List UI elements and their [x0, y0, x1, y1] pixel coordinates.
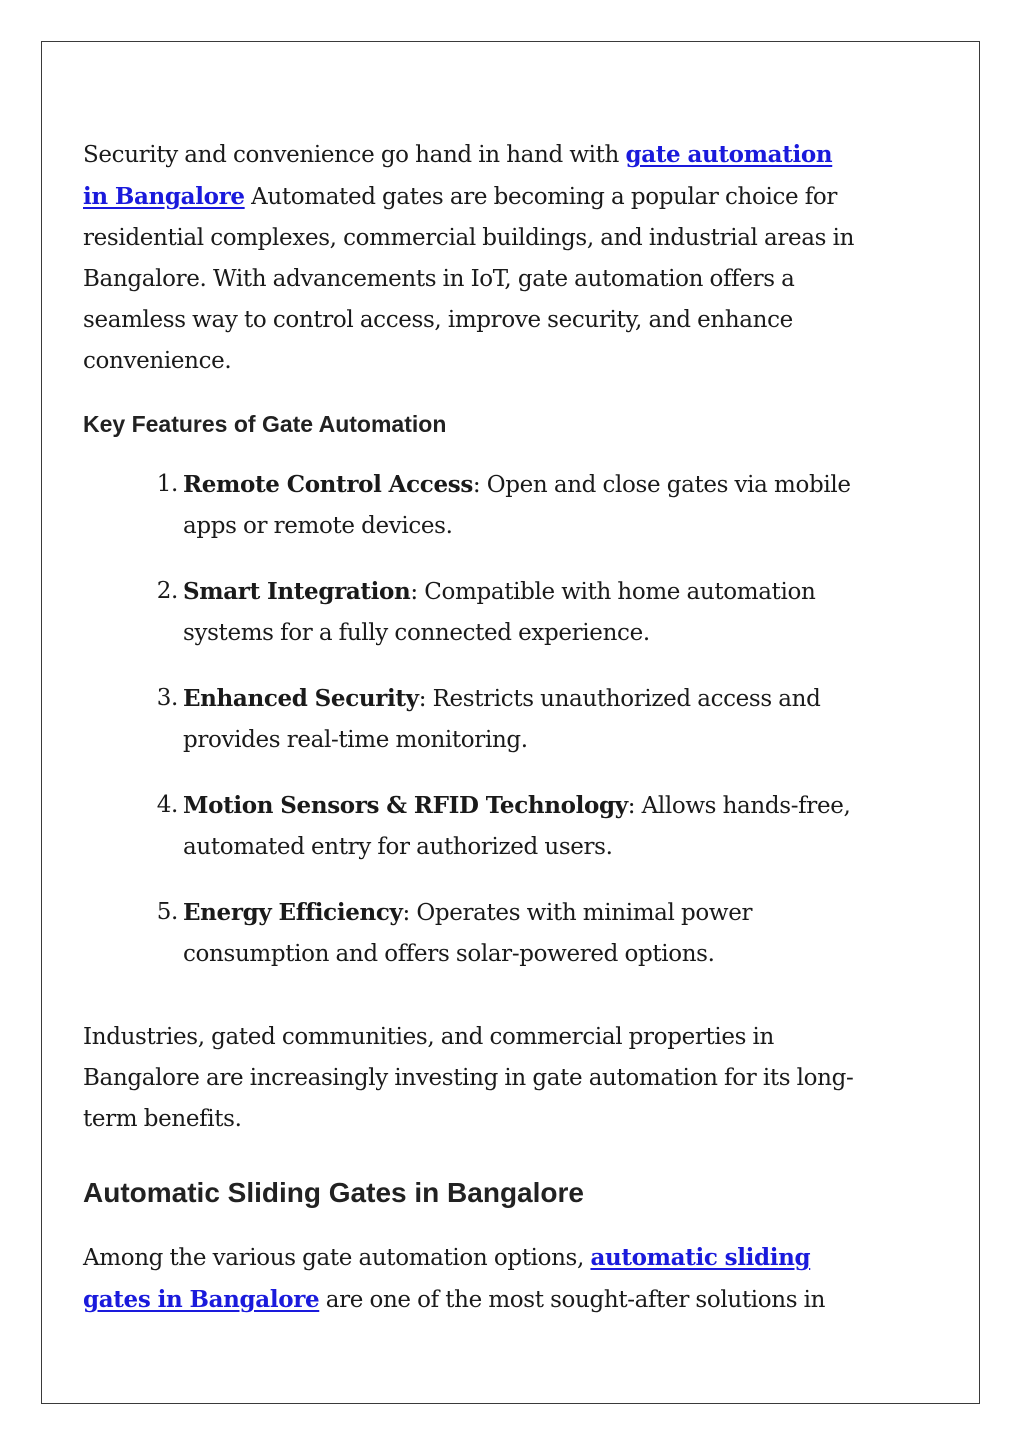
sliding-paragraph	[83, 1237, 863, 1321]
list-item	[83, 678, 863, 761]
intro-text-after: Automated gates are becoming a popular choice for residential complexes, commercial buildings, and industrial areas in Bangalore. With advancements in IoT, gate automation offers a seamless way to control access, improve security, and enhance convenience.	[83, 184, 855, 374]
list-item	[83, 464, 863, 547]
list-item-desc: : Compatible with home automation systems for a fully connected experience.	[183, 579, 816, 646]
features-heading: Key Features of Gate Automation	[83, 411, 447, 437]
list-item-desc: : Open and close gates via mobile apps or remote devices.	[183, 472, 851, 539]
sliding-paragraph-block	[83, 1237, 863, 1321]
industries-paragraph-block	[83, 1017, 863, 1140]
list-item-number: 1.	[156, 471, 178, 497]
sliding-text-after: are one of the most sought-after solutions in	[319, 1287, 826, 1313]
list-item-title: Energy Efficiency	[183, 899, 403, 926]
list-item	[83, 571, 863, 654]
sliding-gates-heading: Automatic Sliding Gates in Bangalore	[83, 1177, 584, 1208]
list-item-title: Smart Integration	[183, 578, 411, 605]
list-item-desc: : Allows hands-free, automated entry for authorized users.	[183, 793, 851, 860]
intro-paragraph	[83, 134, 863, 382]
intro-paragraph-block	[83, 134, 863, 382]
intro-text-before: Security and convenience go hand in hand with	[83, 142, 626, 168]
list-item-desc: : Operates with minimal power consumption and offers solar-powered options.	[183, 900, 753, 967]
list-item	[83, 892, 863, 975]
list-item-title: Remote Control Access	[183, 471, 473, 498]
list-item-desc: : Restricts unauthorized access and provides real-time monitoring.	[183, 686, 821, 753]
list-item	[83, 785, 863, 868]
list-item-number: 5.	[156, 899, 178, 925]
list-item-number: 4.	[156, 792, 178, 818]
industries-paragraph: Industries, gated communities, and commercial properties in Bangalore are increasingly investing in gate automation for its long-term benefits.	[83, 1024, 854, 1132]
list-item-number: 3.	[156, 685, 178, 711]
list-item-title: Motion Sensors & RFID Technology	[183, 792, 628, 819]
list-item-title: Enhanced Security	[183, 685, 419, 712]
gate-automation-link[interactable]: gate automation in Bangalore	[83, 141, 833, 210]
features-list	[83, 464, 863, 999]
automatic-sliding-gates-link[interactable]: automatic sliding gates in Bangalore	[83, 1244, 811, 1313]
sliding-text-before: Among the various gate automation options,	[83, 1245, 591, 1271]
list-item-number: 2.	[156, 578, 178, 604]
